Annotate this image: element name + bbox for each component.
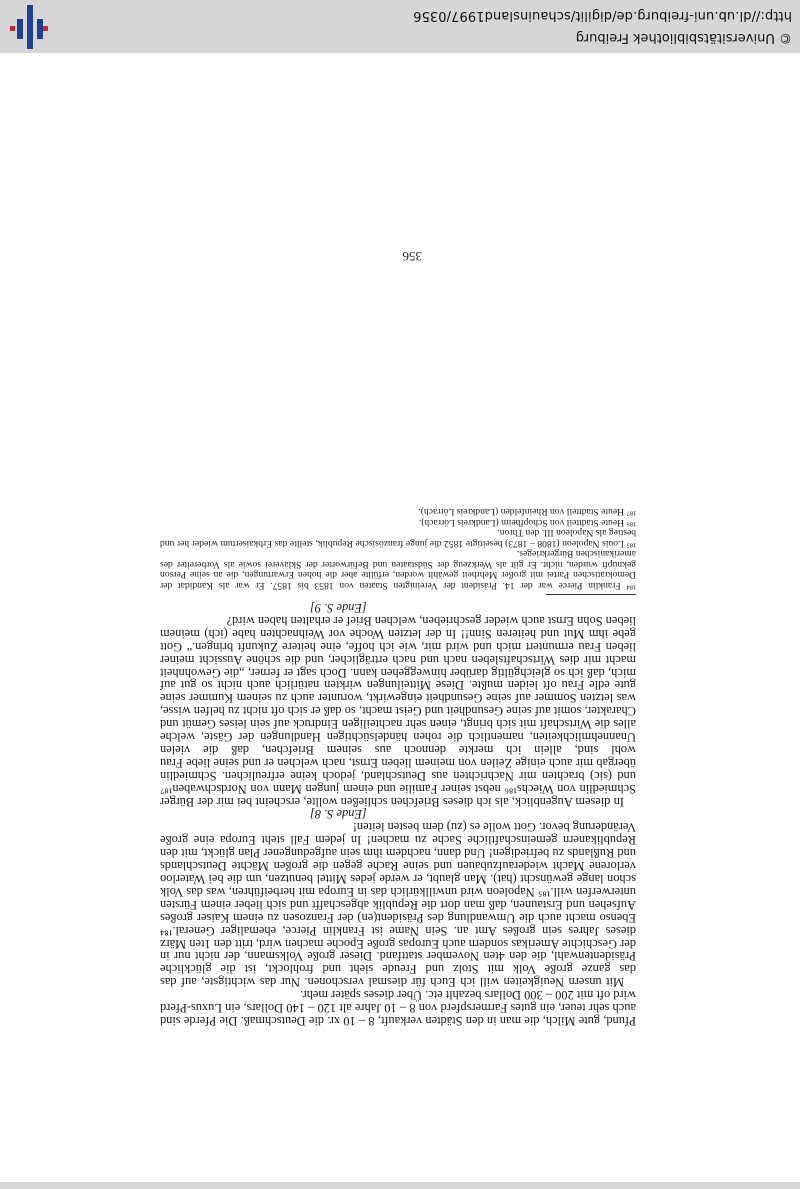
footnote-185: ¹⁸⁵ Louis Napoleon (1808 – 1873) beseitigte 1852 die junge französische Republik, stellte das Erbkaisertum wieder her und bestieg als Napoleon III. den Thron. [160, 527, 636, 549]
paragraph-3: In diesem Augenblick, als ich dieses Briefchen schließen wollte, erscheint bei mir der Bürger Schmiedlin von Wiechs¹⁸⁶ nebst seiner Familie und einem jungen Mann von Nordschwaben¹⁸⁷ und (sic) brachten mir Nachrichten aus Deutschland, jedoch keine erfreulichen. Schmiedlin übergab mir auch einige Zeilen von meinem lieben Ernst, nach welchen er und seine liebe Frau wohl sind, allein ich merkte dennoch aus seinem Briefchen, daß die vielen Unannehmlichkeiten, namentlich die rohen händelsüchtigen Handlungen der Gäste, welche alles die Wirtschaft mit sich bringt, einen sehr nachteiligen Eindruck auf sein leises Gemüt und Charakter, somit auf seine Gesundheit und Geist macht, so daß er sich oft nicht zu helfen wisse, was letzten Sommer auf seine Gesundheit eingewirkt, worunter auch zu seinem Kummer seine gute edle Frau oft leiden mußte. Diese Mitteilungen wirkten natürlich auch nicht so gut auf mich, daß ich so gleichgültig darüber hinweggehen kann. Doch sagt er ferner, „die Gewohnheit macht mir dies Wirtschaftsleben nach und nach erträglicher, und die schöne Aussicht meiner lieben Frau ermuntert mich und wird mir, wie ich hoffe, eine heitere Zukunft bringen.“ Gott gebe ihm Mut und heiteren Sinn!! In der letzten Woche vor Weihnachten habe (ich) meinem lieben Sohn Ernst auch wieder geschrieben, welchen Brief er erhalten haben wird? [160, 613, 636, 809]
end-mark-page-8: [Ende S. 8] [310, 807, 367, 822]
footnote-184: ¹⁸⁴ Franklin Pierce war der 14. Präsident der Vereinigten Staaten von 1853 bis 1857. Er war als Kandidat der Demokratischen Partei mit großer Mehrheit gewählt worden, erfüllte aber die hohen Erwartungen, die an seine Person geknüpft wurden, nicht. Er gilt als Werkzeug der Südstaaten und Befürworter der Sklaverei sowie als Vorbereiter des amerikanischen Bürgerkrieges. [160, 548, 636, 592]
page-body [160, 505, 636, 1027]
university-library-logo-icon [8, 5, 48, 49]
library-banner [0, 0, 800, 53]
source-url[interactable]: http://dl.ub.uni-freiburg.de/digilit/schauinsland1997/0356 [413, 8, 792, 23]
paragraph-1: Pfund, gute Milch, die man in den Städten verkauft, 8 – 10 xr. die Deutschmaß. Die Pferde sind auch sehr teuer, ein gutes Farmerspferd von 8 – 10 Jahre alt 120 – 140 Dollars, ein Luxus-Pferd wird oft mit 200 – 300 Dollars bezahlt etc. Über dieses später mehr. [160, 988, 636, 1028]
footnote-divider [546, 594, 636, 595]
paragraph-2: Mit unsern Neuigkeiten will ich Euch für diesmal verschonen. Nur das wichtigste, auf das das ganze große Volk mit Stolz und Freude sieht und frohlockt, ist die glückliche Präsidentenwahl, die den 4ten November stattfand. Dieser große Volksmann, der nicht nur in der Geschichte Amerikas sondern auch Europas große Epoche machen wird, tritt den 1ten März dieses Jahres sein großes Amt an. Sein Name ist Franklin Pierce, ehemaliger General.¹⁸⁴ Ebenso macht auch die Umwandlung des Präsident(en) der Franzosen zu einem Kaiser großes Aufsehen und Erstaunen, daß man dort die Republik abgeschafft und sich lieber einem Fürsten unterwerfen will.¹⁸⁵ Napoleon wird unwillkürlich das in Europa mit herbeiführen, was das Volk schon lange gewünscht (hat). Man glaubt, er werde jedes Mittel benutzen, um die bei Waterloo verlorene Macht wiederaufzubauen und seine Rache gegen die großen Mächte Deutschlands und Rußlands zu befriedigen! Und dann, nachdem ihm sein aufgedungener Plan glückt, mit den Republikanern gemeinschaftliche Sache zu machen! In jedem Fall steht Europa eine große Veränderung bevor. Gott wolle es (zu) dem besten leiten! [160, 820, 636, 990]
footnote-187: ¹⁸⁷ Heute Stadtteil von Rheinfelden (Landkreis Lörrach). [418, 505, 636, 517]
bottom-strip [0, 1182, 800, 1189]
footnotes [160, 505, 636, 590]
page-number: 356 [402, 249, 422, 264]
footnote-186: ¹⁸⁶ Heute Stadtteil von Schopfheim (Landkreis Lörrach). [418, 516, 636, 528]
copyright-notice: © Universitätsbibliothek Freiburg [575, 30, 792, 45]
end-mark-page-9: [Ende S. 9] [310, 601, 367, 615]
